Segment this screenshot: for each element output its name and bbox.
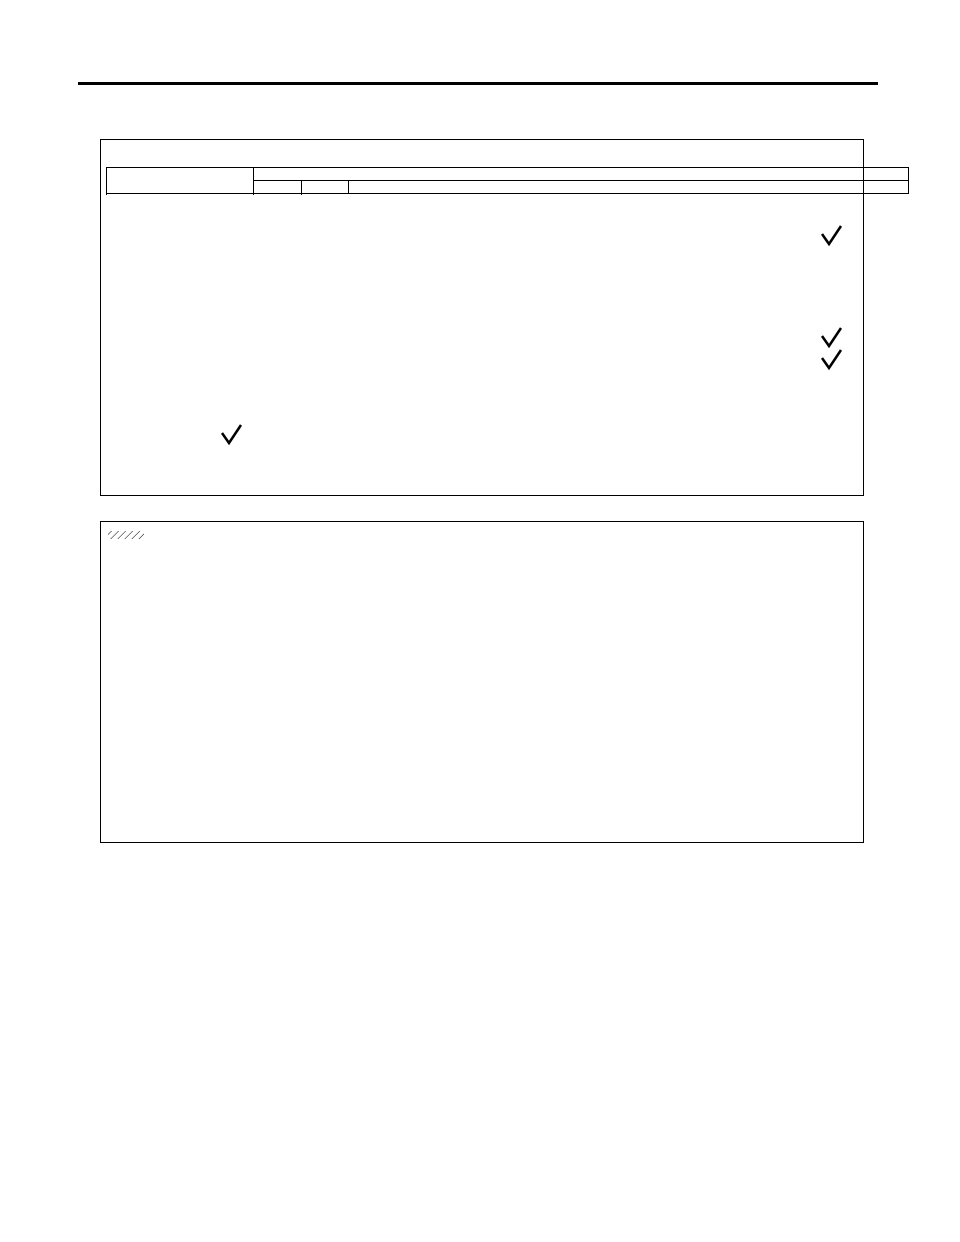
transmit-header <box>302 181 349 194</box>
table-body <box>107 168 909 194</box>
initial-header <box>254 181 302 194</box>
header-rule <box>78 82 878 85</box>
can-diag-header <box>254 168 909 181</box>
legend <box>108 531 144 539</box>
receive-header <box>349 181 909 194</box>
can-wiring-diagram <box>100 521 864 843</box>
can-diag-table <box>106 167 909 194</box>
hatch-legend-icon <box>108 531 144 539</box>
header-row-1 <box>107 168 909 181</box>
select-system-header <box>107 168 254 194</box>
